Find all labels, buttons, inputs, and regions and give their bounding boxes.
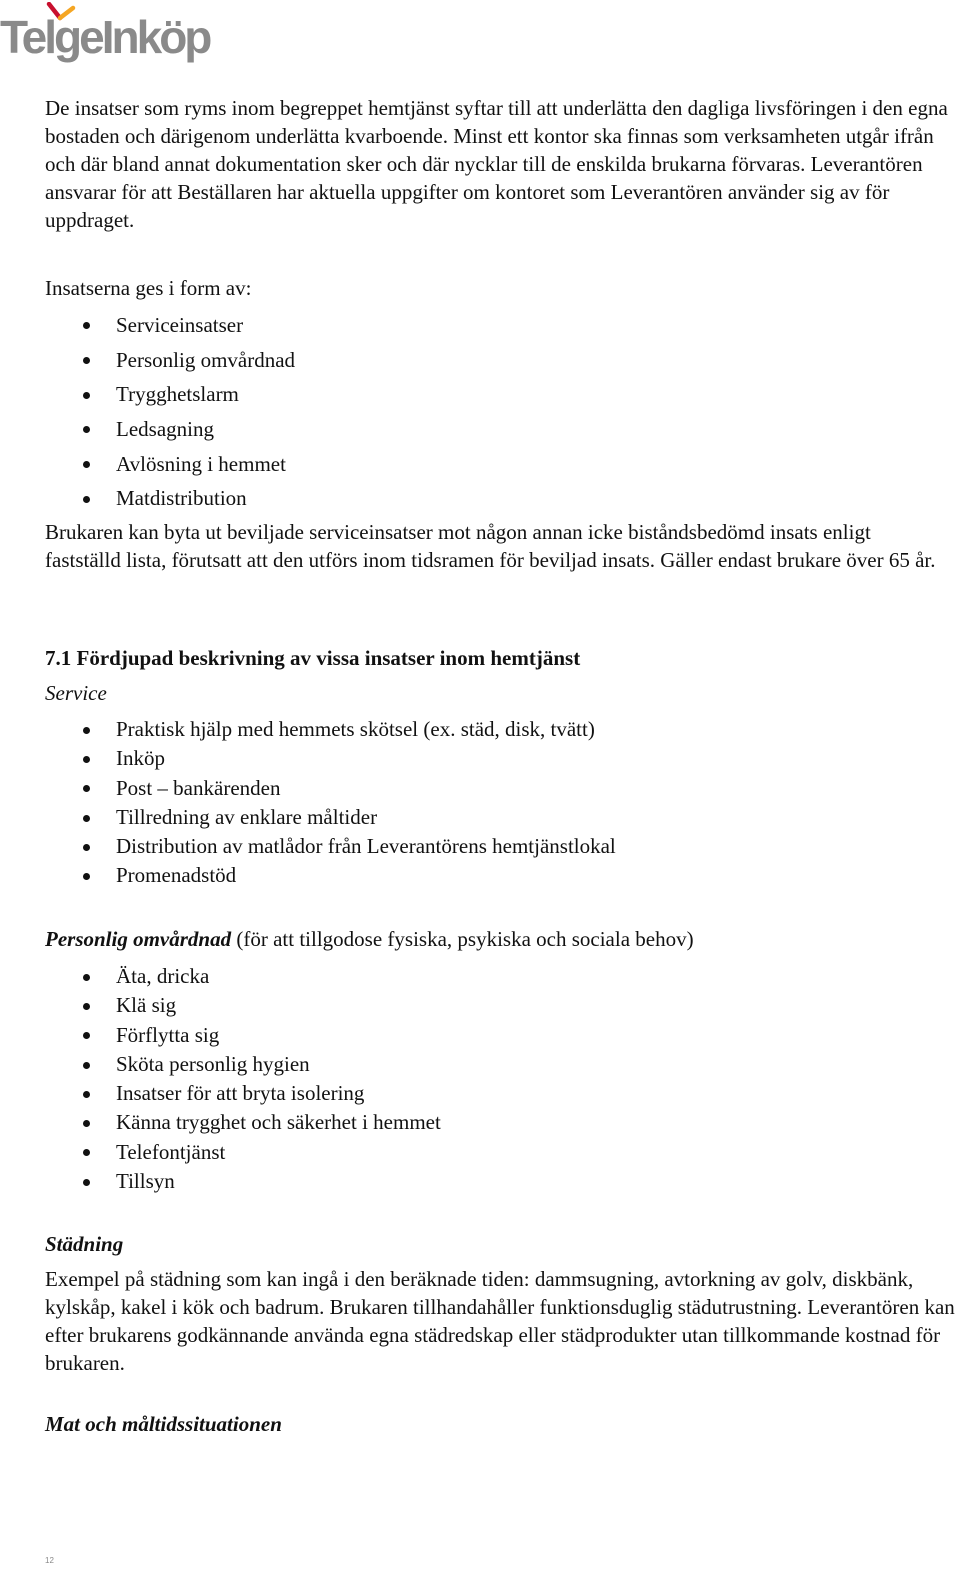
subheading-stadning: Städning (45, 1232, 124, 1256)
list-item: Praktisk hjälp med hemmets skötsel (ex. städ, disk, tvätt) (45, 715, 616, 744)
list-item: Serviceinsatser (45, 308, 295, 343)
insats-list (45, 308, 295, 516)
section-heading-7-1: 7.1 Fördjupad beskrivning av vissa insatser inom hemtjänst (45, 646, 581, 670)
list-item: Tillsyn (45, 1167, 441, 1196)
page-number: 12 (45, 1556, 54, 1565)
list-item: Avlösning i hemmet (45, 447, 295, 482)
intro-paragraph: De insatser som ryms inom begreppet hemtjänst syftar till att underlätta den dagliga livsföringen i den egna bostaden och därigenom underlätta kvarboende. Minst ett kontor ska finnas som verksamheten utgår ifrån och där bland annat dokumentation sker och där nycklar till de enskilda brukarna förvaras. Leverantören ansvarar för att Beställaren har aktuella uppgifter om kontoret som Leverantören använder sig av för uppdraget. (45, 96, 948, 232)
telge-inkop-logo (0, 0, 230, 70)
service-list (45, 715, 616, 891)
list-item: Telefontjänst (45, 1138, 441, 1167)
list-item: Äta, dricka (45, 962, 441, 991)
list-item: Sköta personlig hygien (45, 1050, 441, 1079)
list-item: Insatser för att bryta isolering (45, 1079, 441, 1108)
omvardnad-list (45, 962, 441, 1196)
list-item: Matdistribution (45, 481, 295, 516)
list-item: Ledsagning (45, 412, 295, 447)
list-item: Promenadstöd (45, 861, 616, 890)
list-item: Inköp (45, 744, 616, 773)
logo-wordmark: TelgeInköp (0, 11, 210, 63)
subheading-personlig-omvardnad (45, 925, 694, 953)
list-item: Känna trygghet och säkerhet i hemmet (45, 1108, 441, 1137)
subheading-rest: (för att tillgodose fysiska, psykiska och sociala behov) (231, 927, 694, 951)
list-item: Tillredning av enklare måltider (45, 803, 616, 832)
list-item: Trygghetslarm (45, 377, 295, 412)
subheading-bold: Personlig omvårdnad (45, 927, 232, 951)
list-item: Förflytta sig (45, 1021, 441, 1050)
list-item: Personlig omvårdnad (45, 343, 295, 378)
exchange-paragraph: Brukaren kan byta ut beviljade serviceinsatser mot någon annan icke biståndsbedömd insats enligt fastställd lista, förutsatt att den utförs inom tidsramen för beviljad insats. Gäller endast brukare över 65 år. (45, 520, 936, 572)
stadning-paragraph: Exempel på städning som kan ingå i den beräknade tiden: dammsugning, avtorkning av golv, diskbänk, kylskåp, kakel i kök och badrum. Brukaren tillhandahåller funktionsduglig städutrustning. Leverantören kan efter brukarens godkännande använda egna städredskap eller städprodukter utan tillkommande kostnad för brukaren. (45, 1267, 955, 1375)
list-item: Klä sig (45, 991, 441, 1020)
list-item: Distribution av matlådor från Leverantörens hemtjänstlokal (45, 832, 616, 861)
subheading-service: Service (45, 681, 107, 705)
list-item: Post – bankärenden (45, 774, 616, 803)
insats-lead: Insatserna ges i form av: (45, 276, 252, 300)
subheading-mat: Mat och måltidssituationen (45, 1412, 282, 1436)
